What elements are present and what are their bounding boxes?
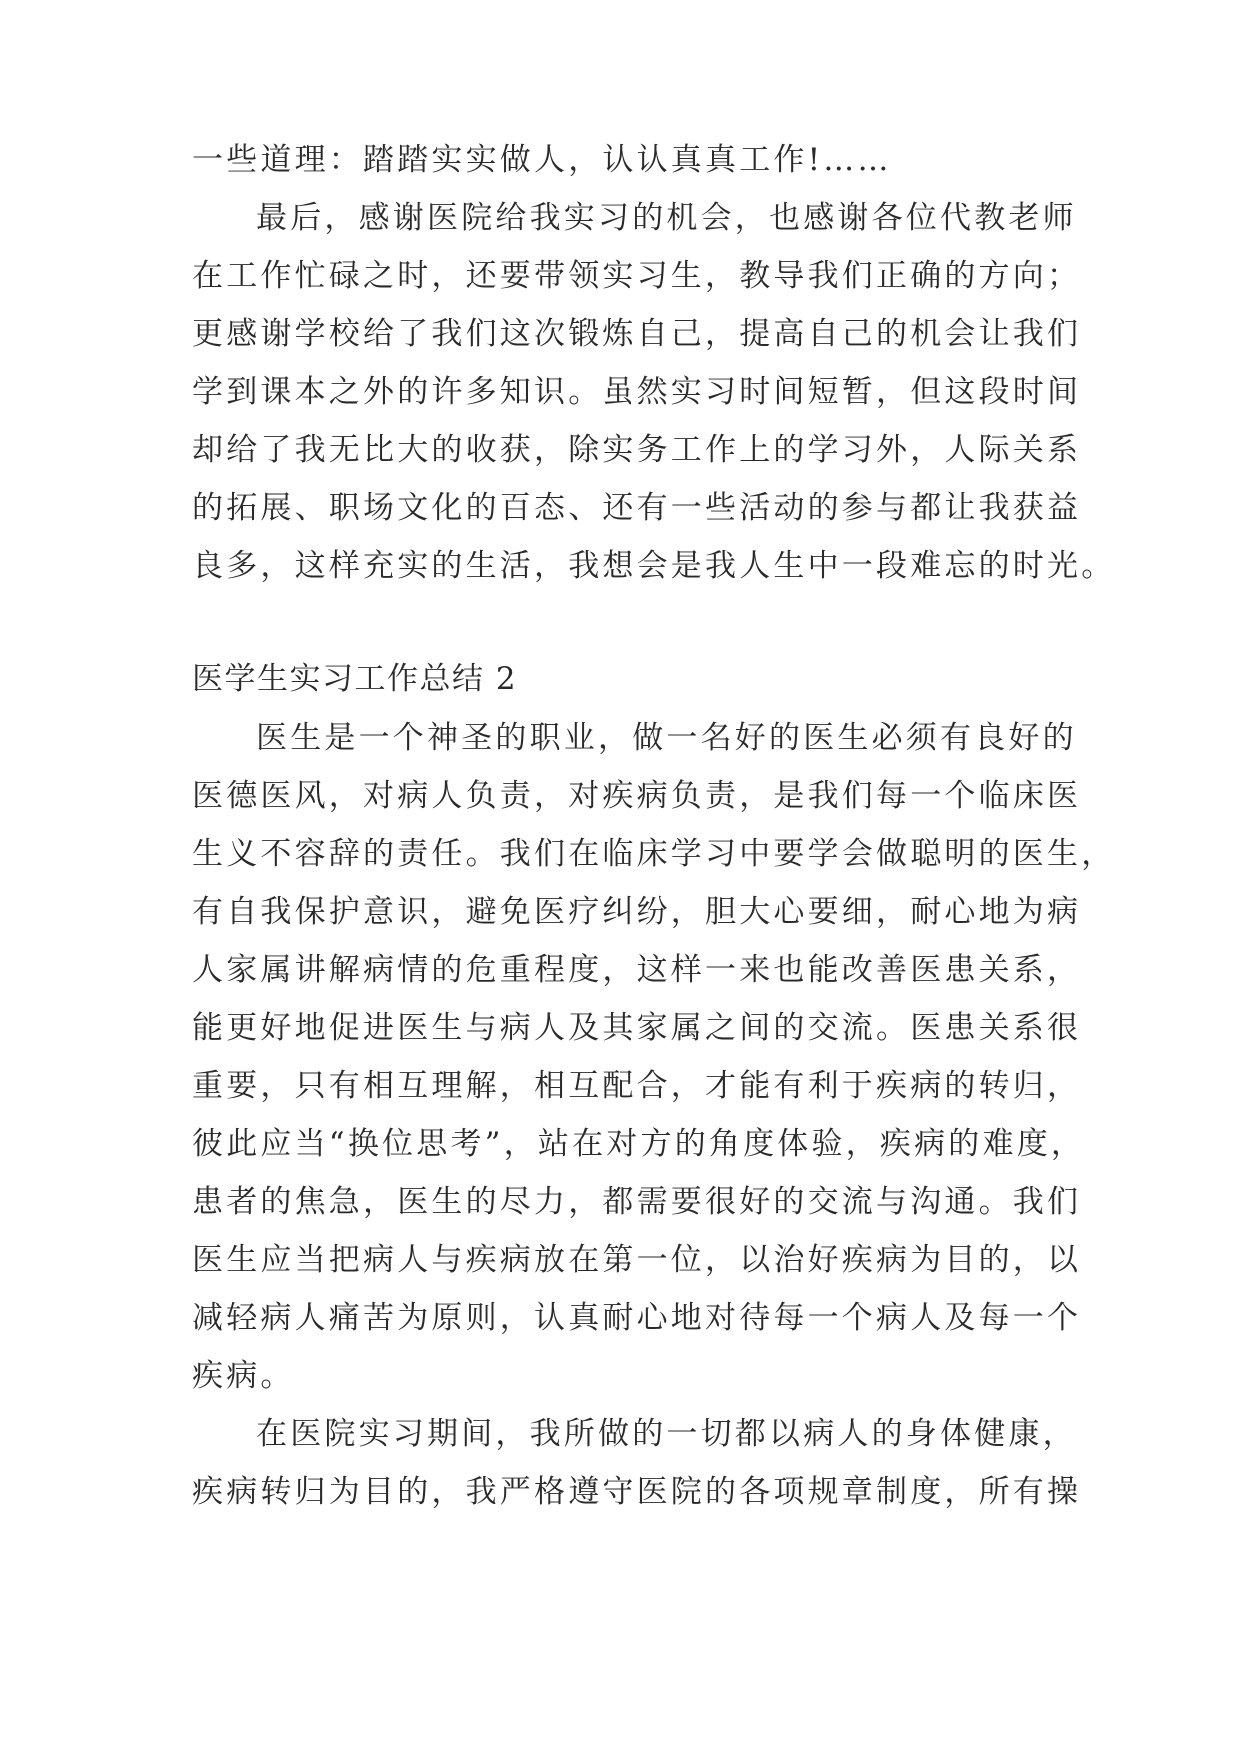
text-line: 减轻病人痛苦为原则，认真耐心地对待每一个病人及每一个 xyxy=(192,1300,1082,1336)
text-line: 疾病。 xyxy=(192,1358,295,1394)
text-line: 良多，这样充实的生活，我想会是我人生中一段难忘的时光。 xyxy=(192,548,1116,584)
text-line: 人家属讲解病情的危重程度，这样一来也能改善医患关系， xyxy=(192,952,1082,988)
text-line: 在工作忙碌之时，还要带领实习生，教导我们正确的方向； xyxy=(192,258,1082,294)
text-line: 能更好地促进医生与病人及其家属之间的交流。医患关系很 xyxy=(192,1010,1082,1046)
paragraph-first-line: 医生是一个神圣的职业，做一名好的医生必须有良好的 xyxy=(256,720,1077,756)
text-line: 的拓展、职场文化的百态、还有一些活动的参与都让我获益 xyxy=(192,490,1082,526)
text-line: 有自我保护意识，避免医疗纠纷，胆大心要细，耐心地为病 xyxy=(192,894,1082,930)
text-line: 一些道理：踏踏实实做人，认认真真工作!…… xyxy=(192,142,892,178)
text-line: 却给了我无比大的收获，除实务工作上的学习外，人际关系 xyxy=(192,432,1082,468)
paragraph-first-line: 最后，感谢医院给我实习的机会，也感谢各位代教老师 xyxy=(256,200,1077,236)
section-heading: 医学生实习工作总结 2 xyxy=(192,661,518,697)
text-line: 医德医风，对病人负责，对疾病负责，是我们每一个临床医 xyxy=(192,778,1082,814)
text-line: 医生应当把病人与疾病放在第一位，以治好疾病为目的，以 xyxy=(192,1242,1082,1278)
text-line: 患者的焦急，医生的尽力，都需要很好的交流与沟通。我们 xyxy=(192,1184,1082,1220)
text-line: 疾病转归为目的，我严格遵守医院的各项规章制度，所有操 xyxy=(192,1474,1082,1510)
text-line: 重要，只有相互理解，相互配合，才能有利于疾病的转归， xyxy=(192,1068,1082,1104)
text-line: 彼此应当“换位思考”，站在对方的角度体验，疾病的难度， xyxy=(192,1126,1086,1162)
text-line: 学到课本之外的许多知识。虽然实习时间短暂，但这段时间 xyxy=(192,374,1082,410)
text-line: 更感谢学校给了我们这次锻炼自己，提高自己的机会让我们 xyxy=(192,316,1082,352)
text-line: 生义不容辞的责任。我们在临床学习中要学会做聪明的医生， xyxy=(192,836,1116,872)
paragraph-first-line: 在医院实习期间，我所做的一切都以病人的身体健康， xyxy=(256,1416,1077,1452)
